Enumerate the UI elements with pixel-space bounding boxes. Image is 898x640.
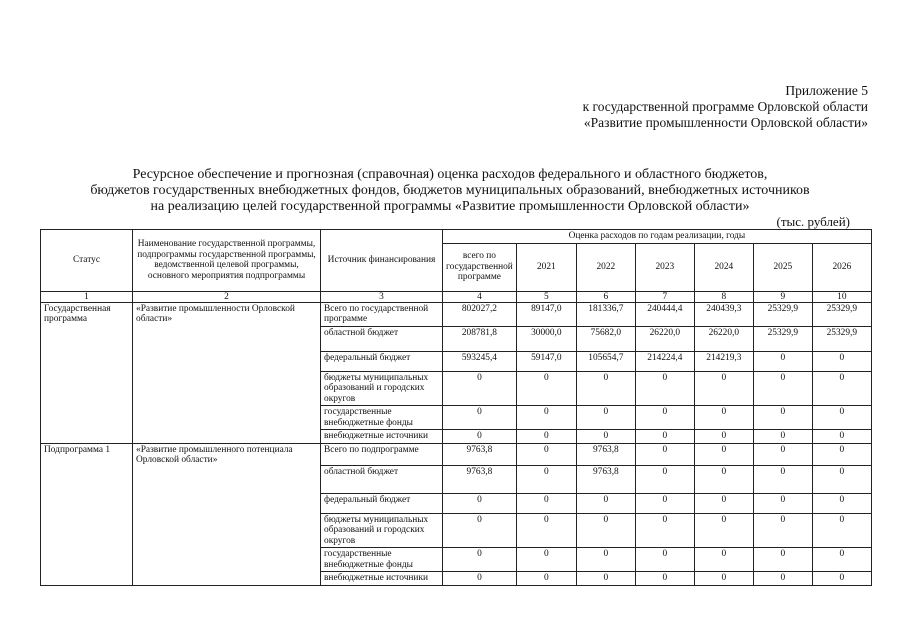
value-cell: 0 [635, 406, 694, 430]
value-cell: 0 [753, 371, 812, 406]
value-cell: 0 [753, 513, 812, 548]
value-cell: 0 [576, 371, 635, 406]
funding-source: областной бюджет [321, 465, 443, 493]
value-cell: 0 [443, 548, 517, 572]
value-cell: 0 [635, 572, 694, 586]
value-cell: 25329,9 [812, 302, 871, 326]
value-cell: 0 [576, 513, 635, 548]
value-cell: 0 [443, 572, 517, 586]
value-cell: 0 [812, 443, 871, 465]
value-cell: 0 [443, 513, 517, 548]
value-cell: 0 [576, 493, 635, 513]
value-cell: 802027,2 [443, 302, 517, 326]
row-program-name: «Развитие промышленности Орловской области» [133, 302, 321, 443]
value-cell: 0 [635, 443, 694, 465]
value-cell: 26220,0 [694, 326, 753, 351]
resources-table [40, 229, 872, 586]
value-cell: 0 [443, 371, 517, 406]
value-cell: 214219,3 [694, 351, 753, 371]
value-cell: 0 [812, 513, 871, 548]
value-cell: 0 [516, 465, 576, 493]
value-cell: 0 [635, 548, 694, 572]
row-program-name: «Развитие промышленного потенциала Орловской области» [133, 443, 321, 585]
value-cell: 0 [516, 406, 576, 430]
value-cell: 0 [694, 493, 753, 513]
header-year-2022: 2022 [576, 243, 635, 291]
appendix-heading [448, 83, 868, 131]
table-row [41, 443, 872, 465]
value-cell: 0 [753, 430, 812, 444]
value-cell: 0 [516, 572, 576, 586]
value-cell: 0 [443, 430, 517, 444]
funding-source: государственные внебюджетные фонды [321, 406, 443, 430]
title-line-1: Ресурсное обеспечение и прогнозная (справочная) оценка расходов федерального и областного бюджетов, [132, 167, 768, 182]
value-cell: 0 [812, 371, 871, 406]
header-year-2024: 2024 [694, 243, 753, 291]
header-year-2025: 2025 [753, 243, 812, 291]
value-cell: 25329,9 [753, 302, 812, 326]
value-cell: 0 [635, 430, 694, 444]
value-cell: 0 [753, 351, 812, 371]
value-cell: 30000,0 [516, 326, 576, 351]
value-cell: 0 [516, 513, 576, 548]
value-cell: 0 [443, 406, 517, 430]
value-cell: 9763,8 [443, 443, 517, 465]
value-cell: 0 [753, 548, 812, 572]
value-cell: 9763,8 [443, 465, 517, 493]
value-cell: 0 [812, 406, 871, 430]
value-cell: 0 [753, 465, 812, 493]
column-number: 4 [443, 291, 517, 302]
row-status: Государственная программа [41, 302, 133, 443]
funding-source: внебюджетные источники [321, 430, 443, 444]
value-cell: 0 [812, 465, 871, 493]
value-cell: 0 [516, 548, 576, 572]
column-number: 9 [753, 291, 812, 302]
value-cell: 26220,0 [635, 326, 694, 351]
value-cell: 0 [576, 572, 635, 586]
value-cell: 0 [812, 351, 871, 371]
value-cell: 0 [694, 430, 753, 444]
value-cell: 0 [576, 548, 635, 572]
value-cell: 0 [812, 430, 871, 444]
value-cell: 181336,7 [576, 302, 635, 326]
value-cell: 89147,0 [516, 302, 576, 326]
value-cell: 0 [443, 493, 517, 513]
value-cell: 0 [516, 371, 576, 406]
funding-source: федеральный бюджет [321, 493, 443, 513]
funding-source: бюджеты муниципальных образований и городских округов [321, 371, 443, 406]
units-label: (тыс. рублей) [776, 214, 850, 229]
value-cell: 240439,3 [694, 302, 753, 326]
value-cell: 0 [694, 406, 753, 430]
value-cell: 0 [516, 430, 576, 444]
appendix-number: Приложение 5 [785, 83, 868, 98]
value-cell: 0 [694, 572, 753, 586]
value-cell: 9763,8 [576, 443, 635, 465]
value-cell: 0 [635, 493, 694, 513]
value-cell: 0 [694, 513, 753, 548]
header-estimate: Оценка расходов по годам реализации, годы [443, 230, 872, 244]
value-cell: 0 [516, 443, 576, 465]
column-number: 6 [576, 291, 635, 302]
funding-source: Всего по подпрограмме [321, 443, 443, 465]
appendix-program-name: «Развитие промышленности Орловской области» [583, 115, 868, 130]
value-cell: 0 [753, 406, 812, 430]
value-cell: 0 [576, 430, 635, 444]
header-source: Источник финансирования [321, 230, 443, 292]
value-cell: 0 [576, 406, 635, 430]
column-number: 8 [694, 291, 753, 302]
column-number: 1 [41, 291, 133, 302]
value-cell: 0 [753, 493, 812, 513]
value-cell: 59147,0 [516, 351, 576, 371]
value-cell: 0 [753, 572, 812, 586]
header-year-2026: 2026 [812, 243, 871, 291]
column-number: 3 [321, 291, 443, 302]
column-number: 5 [516, 291, 576, 302]
value-cell: 0 [635, 513, 694, 548]
value-cell: 0 [694, 371, 753, 406]
value-cell: 214224,4 [635, 351, 694, 371]
funding-source: государственные внебюджетные фонды [321, 548, 443, 572]
value-cell: 0 [812, 548, 871, 572]
value-cell: 0 [635, 465, 694, 493]
funding-source: федеральный бюджет [321, 351, 443, 371]
appendix-reference: к государственной программе Орловской области [582, 99, 868, 114]
value-cell: 593245,4 [443, 351, 517, 371]
value-cell: 105654,7 [576, 351, 635, 371]
column-number: 7 [635, 291, 694, 302]
funding-source: Всего по государственной программе [321, 302, 443, 326]
header-year-2023: 2023 [635, 243, 694, 291]
funding-source: областной бюджет [321, 326, 443, 351]
value-cell: 0 [694, 548, 753, 572]
value-cell: 25329,9 [812, 326, 871, 351]
value-cell: 0 [694, 465, 753, 493]
header-name: Наименование государственной программы, подпрограммы государственной программы, ведомственной целевой программы, основного мероприятия подпрограммы [133, 230, 321, 292]
funding-source: бюджеты муниципальных образований и городских округов [321, 513, 443, 548]
value-cell: 9763,8 [576, 465, 635, 493]
title-line-2: бюджетов государственных внебюджетных фондов, бюджетов муниципальных образований, внебюджетных источников [90, 183, 810, 198]
value-cell: 0 [753, 443, 812, 465]
document-title [30, 167, 870, 215]
funding-source: внебюджетные источники [321, 572, 443, 586]
header-status: Статус [41, 230, 133, 292]
title-line-3: на реализацию целей государственной программы «Развитие промышленности Орловской области» [150, 199, 750, 214]
table-row [41, 302, 872, 326]
value-cell: 0 [812, 572, 871, 586]
value-cell: 0 [694, 443, 753, 465]
header-year-2021: 2021 [516, 243, 576, 291]
column-number: 2 [133, 291, 321, 302]
value-cell: 0 [812, 493, 871, 513]
row-status: Подпрограмма 1 [41, 443, 133, 585]
value-cell: 25329,9 [753, 326, 812, 351]
value-cell: 0 [516, 493, 576, 513]
value-cell: 240444,4 [635, 302, 694, 326]
value-cell: 75682,0 [576, 326, 635, 351]
value-cell: 0 [635, 371, 694, 406]
header-total: всего по государственной программе [443, 243, 517, 291]
value-cell: 208781,8 [443, 326, 517, 351]
column-number: 10 [812, 291, 871, 302]
